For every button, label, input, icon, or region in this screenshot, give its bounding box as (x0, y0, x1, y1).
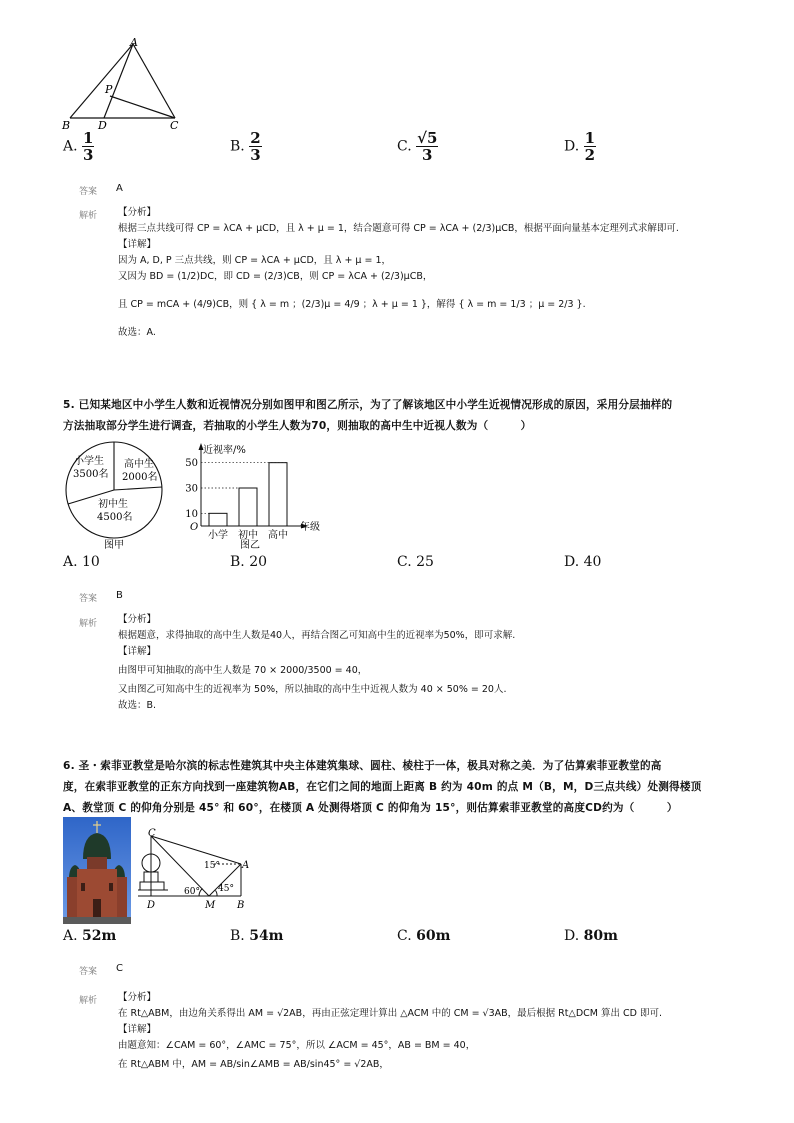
q5-answer: B (116, 590, 123, 601)
q6-stem: 6. 圣・索菲亚教堂是哈尔滨的标志性建筑其中央主体建筑集球、圆柱、棱柱于一体，极具对称之美．为了估算索菲亚教堂的高 度，在索菲亚教堂的正东方向找到一座建筑物AB，在它们之间的地面上距离 B 约为 40m 的点 M（B，M，D三点共线）处测得楼顶 A、教堂顶 C 的仰角分别是 45° 和 60°，在楼顶 A 处测得塔顶 C 的仰角为 15°，则估算索菲亚教堂的高度CD约为（ ） (63, 760, 702, 814)
q5-stem: 5. 已知某地区中小学生人数和近视情况分别如图甲和图乙所示，为了了解该地区中小学生近视情况形成的原因，采用分层抽样的 方法抽取部分学生进行调查，若抽取的小学生人数为70，则抽取的高中生中近视人数为（ ） (63, 399, 673, 432)
label-A: A (130, 36, 138, 49)
solution-line: 由题意知：∠CAM = 60°，∠AMC = 75°，所以 ∠ACM = 45°，AB = BM = 40， (118, 1040, 476, 1051)
q6-answer-label: 答案 (79, 967, 98, 977)
q5-option-d[interactable]: D. 40 (564, 554, 602, 570)
chart-caption: 图乙 (240, 540, 260, 550)
q4-solution (118, 205, 679, 341)
solution-line: 在 Rt△ABM，由边角关系得出 AM = √2AB，再由正弦定理计算出 △ACM 中的 CM = √3AB，最后根据 Rt△DCM 算出 CD 即可. (118, 1008, 662, 1019)
solution-line: 根据题意，求得抽取的高中生人数是40人，再结合图乙可知高中生的近视率为50%，即可求解. (118, 630, 516, 641)
q4-option-a[interactable]: A. $\frac{1}{3}$ (63, 129, 94, 164)
solution-line: 由图甲可知抽取的高中生人数是 70 × 2000/3500 = 40， (118, 665, 368, 676)
label-C: C (148, 828, 156, 839)
fraction: $\frac{1}{2}$ (584, 129, 596, 164)
q5-option-a[interactable]: A. 10 (63, 554, 100, 570)
q6-answer: C (116, 963, 123, 974)
q6-option-b[interactable]: B. 54m (230, 928, 284, 944)
label-B: B (237, 900, 245, 911)
q5-solution (118, 612, 515, 714)
pie-slice-primary-count: 3500名 (73, 469, 109, 480)
q4-answer-label: 答案 (79, 187, 98, 197)
q5-option-c[interactable]: C. 25 (397, 554, 434, 570)
fraction: $\frac{√5}{3}$ (417, 129, 438, 164)
label-A: A (242, 860, 250, 871)
q6-option-c[interactable]: C. 60m (397, 928, 451, 944)
angle-60: 60° (184, 887, 200, 897)
bar-初中 (239, 488, 257, 526)
fraction: $\frac{2}{3}$ (250, 129, 261, 164)
q5-option-b[interactable]: B. 20 (230, 554, 268, 570)
solution-line: 【详解】 (118, 239, 157, 250)
triangle-figure (60, 36, 190, 132)
solution-line: 【分析】 (118, 614, 157, 625)
y-axis-label: 近视率/% (203, 445, 246, 456)
q6-analysis-label: 解析 (79, 996, 98, 1006)
label-D: D (98, 119, 107, 132)
solution-line: 故选：B. (118, 700, 157, 711)
pie-slice-high-count: 2000名 (122, 472, 158, 483)
q6-solution (118, 990, 662, 1076)
q4-answer: A (116, 183, 123, 194)
pie-slice-primary-name: 小学生 (74, 456, 104, 467)
fraction: $\frac{1}{3}$ (83, 129, 94, 164)
q5-answer-label: 答案 (79, 594, 98, 604)
solution-line: 故选：A. (118, 327, 156, 338)
x-axis-label: 年级 (300, 522, 320, 533)
bar-高中 (269, 463, 287, 526)
q4-option-c[interactable]: C. $\frac{√5}{3}$ (397, 129, 438, 164)
x-tick-label: 高中 (268, 530, 288, 541)
y-tick-label: 30 (185, 483, 198, 495)
solution-line: 又因为 BD = (1/2)DC，即 CD = (2/3)CB，则 CP = λCA + (2/3)μCB， (118, 271, 433, 282)
label-P: P (105, 83, 113, 96)
solution-line: 【分析】 (118, 207, 157, 218)
solution-line: 且 CP = mCA + (4/9)CB，则 { λ = m ；(2/3)μ = 4/9 ；λ + μ = 1 }，解得 { λ = m = 1/3 ；μ = 2/3 }. (118, 299, 586, 310)
solution-line: 【分析】 (118, 992, 157, 1003)
q6-option-a[interactable]: A. 52m (63, 928, 117, 944)
label-D: D (147, 900, 156, 911)
q4-option-b[interactable]: B. $\frac{2}{3}$ (230, 129, 261, 164)
pie-slice-middle-count: 4500名 (97, 512, 133, 523)
y-tick-label: 50 (185, 458, 198, 470)
solution-line: 根据三点共线可得 CP = λCA + μCD，且 λ + μ = 1，结合题意可得 CP = λCA + (2/3)μCB，根据平面向量基本定理列式求解即可. (118, 223, 679, 234)
label-B: B (62, 119, 71, 132)
church-photo (63, 817, 131, 924)
angle-45: 45° (218, 884, 234, 894)
solution-line: 在 Rt△ABM 中，AM = AB/sin∠AMB = AB/sin45° = √2AB， (118, 1059, 389, 1070)
x-tick-label: 小学 (208, 530, 228, 541)
x-tick-label: 初中 (238, 530, 258, 541)
solution-line: 因为 A, D, P 三点共线，则 CP = λCA + μCD，且 λ + μ = 1， (118, 255, 392, 266)
pie-chart (60, 440, 180, 550)
origin-label: O (190, 522, 199, 533)
elevation-angle-figure (138, 828, 258, 924)
bar-chart (183, 438, 333, 550)
solution-line: 又由图乙可知高中生的近视率为 50%，所以抽取的高中生中近视人数为 40 × 50% = 20人. (118, 684, 507, 695)
y-tick-label: 10 (185, 508, 198, 520)
solution-line: 【详解】 (118, 646, 157, 657)
q5-analysis-label: 解析 (79, 619, 98, 629)
angle-15: 15° (204, 861, 220, 871)
pie-slice-high-name: 高中生 (124, 459, 154, 470)
solution-line: 【详解】 (118, 1024, 157, 1035)
q4-analysis-label: 解析 (79, 211, 98, 221)
pie-caption: 图甲 (104, 540, 124, 550)
label-M: M (205, 900, 216, 911)
bar-小学 (209, 513, 227, 526)
pie-slice-middle-name: 初中生 (98, 499, 128, 510)
label-C: C (170, 119, 179, 132)
q6-option-d[interactable]: D. 80m (564, 928, 618, 944)
q4-option-d[interactable]: D. $\frac{1}{2}$ (564, 129, 596, 164)
